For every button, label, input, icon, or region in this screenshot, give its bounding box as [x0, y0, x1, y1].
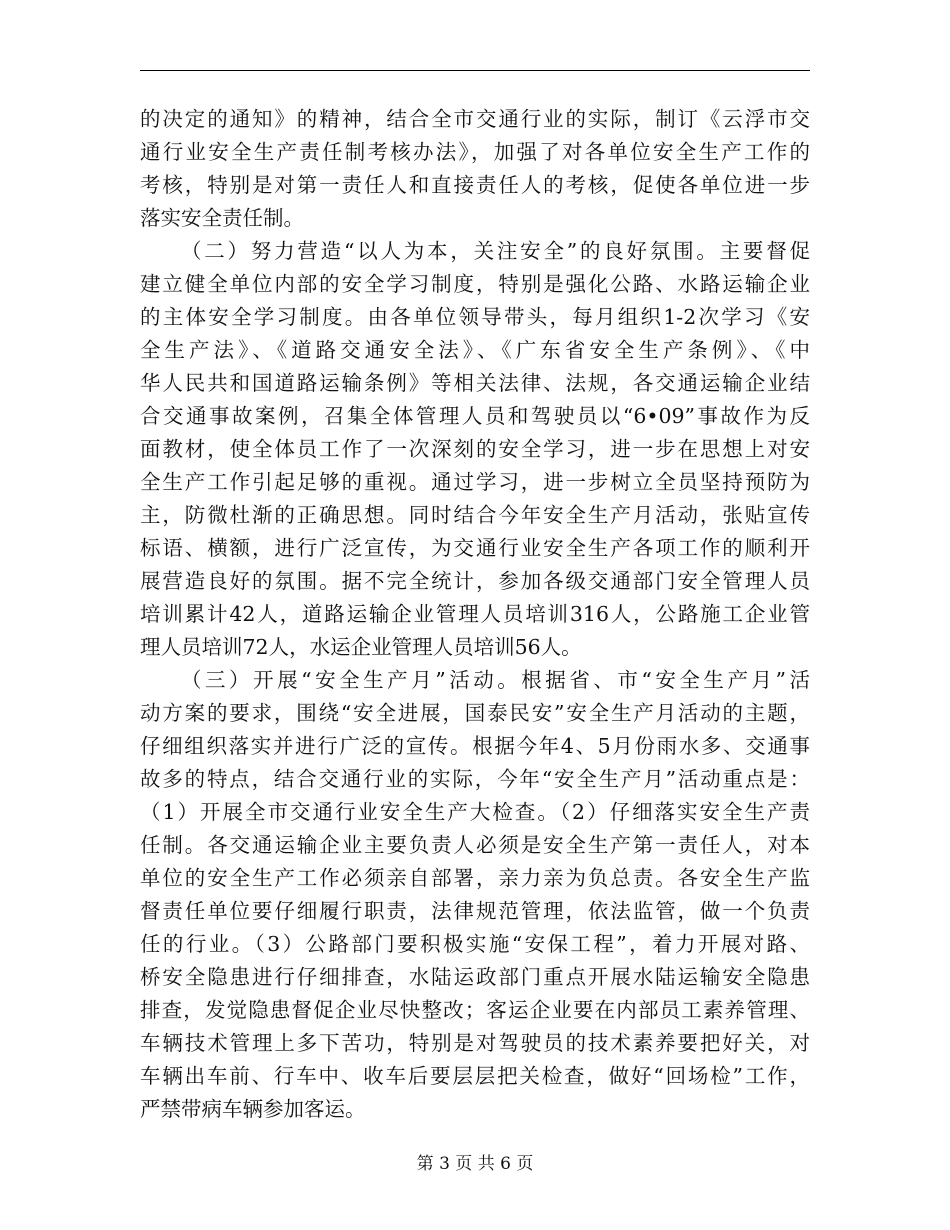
- page-number-label: 第 3 页 共 6 页: [416, 1154, 534, 1174]
- text-line: 的决定的通知》的精神，结合全市交通行业的实际，制订《云浮市交: [140, 107, 810, 131]
- page-footer: [0, 1152, 950, 1176]
- text-line: 合交通事故案例，召集全体管理人员和驾驶员以“6•09”事故作为反: [140, 404, 810, 428]
- text-line: 建立健全单位内部的安全学习制度，特别是强化公路、水路运输企业: [140, 272, 810, 296]
- text-line: 单位的安全生产工作必须亲自部署，亲力亲为负总责。各安全生产监: [140, 866, 810, 890]
- text-line: 排查，发觉隐患督促企业尽快整改；客运企业要在内部员工素养管理、: [140, 998, 810, 1022]
- text-line: 全生产工作引起足够的重视。通过学习，进一步树立全员坚持预防为: [140, 470, 810, 494]
- text-line: 任制。各交通运输企业主要负责人必须是安全生产第一责任人，对本: [140, 833, 810, 857]
- paragraph: [140, 664, 810, 1126]
- text-line: 桥安全隐患进行仔细排查，水陆运政部门重点开展水陆运输安全隐患: [140, 965, 810, 989]
- text-line: 严禁带病车辆参加客运。: [140, 1097, 366, 1121]
- text-line: 全生产法》、《道路交通安全法》、《广东省安全生产条例》、《中: [140, 338, 810, 362]
- paragraph: [140, 103, 810, 235]
- text-line: 华人民共和国道路运输条例》等相关法律、法规，各交通运输企业结: [140, 371, 810, 395]
- text-line: 故多的特点，结合交通行业的实际，今年“安全生产月”活动重点是：: [140, 767, 810, 791]
- text-line: 培训累计42人，道路运输企业管理人员培训316人，公路施工企业管: [140, 602, 810, 626]
- paragraph: [140, 235, 810, 664]
- text-line: 任的行业。（3）公路部门要积极实施“安保工程”，着力开展对路、: [140, 932, 810, 956]
- document-body: [140, 103, 810, 1126]
- text-line: 督责任单位要仔细履行职责，法律规范管理，依法监管，做一个负责: [140, 899, 810, 923]
- text-line: 落实安全责任制。: [140, 206, 304, 230]
- header-rule: [140, 70, 810, 71]
- text-line: 车辆出车前、行车中、收车后要层层把关检查，做好“回场检”工作，: [140, 1064, 810, 1088]
- text-line: 的主体安全学习制度。由各单位领导带头，每月组织1-2次学习《安: [140, 305, 810, 329]
- text-line: 车辆技术管理上多下苦功，特别是对驾驶员的技术素养要把好关，对: [140, 1031, 810, 1055]
- text-line: 标语、横额，进行广泛宣传，为交通行业安全生产各项工作的顺利开: [140, 536, 810, 560]
- text-line: （1）开展全市交通行业安全生产大检查。（2）仔细落实安全生产责: [140, 800, 810, 824]
- text-line: 主，防微杜渐的正确思想。同时结合今年安全生产月活动，张贴宣传: [140, 503, 810, 527]
- text-line: 仔细组织落实并进行广泛的宣传。根据今年4、5月份雨水多、交通事: [140, 734, 810, 758]
- text-line: （三）开展“安全生产月”活动。根据省、市“安全生产月”活: [181, 668, 810, 692]
- text-line: 理人员培训72人，水运企业管理人员培训56人。: [140, 635, 582, 659]
- text-line: （二）努力营造“以人为本，关注安全”的良好氛围。主要督促: [181, 239, 810, 263]
- text-line: 动方案的要求，围绕“安全进展，国泰民安”安全生产月活动的主题，: [140, 701, 810, 725]
- text-line: 面教材，使全体员工作了一次深刻的安全学习，进一步在思想上对安: [140, 437, 810, 461]
- text-line: 通行业安全生产责任制考核办法》，加强了对各单位安全生产工作的: [140, 140, 810, 164]
- text-line: 考核，特别是对第一责任人和直接责任人的考核，促使各单位进一步: [140, 173, 810, 197]
- text-line: 展营造良好的氛围。据不完全统计，参加各级交通部门安全管理人员: [140, 569, 810, 593]
